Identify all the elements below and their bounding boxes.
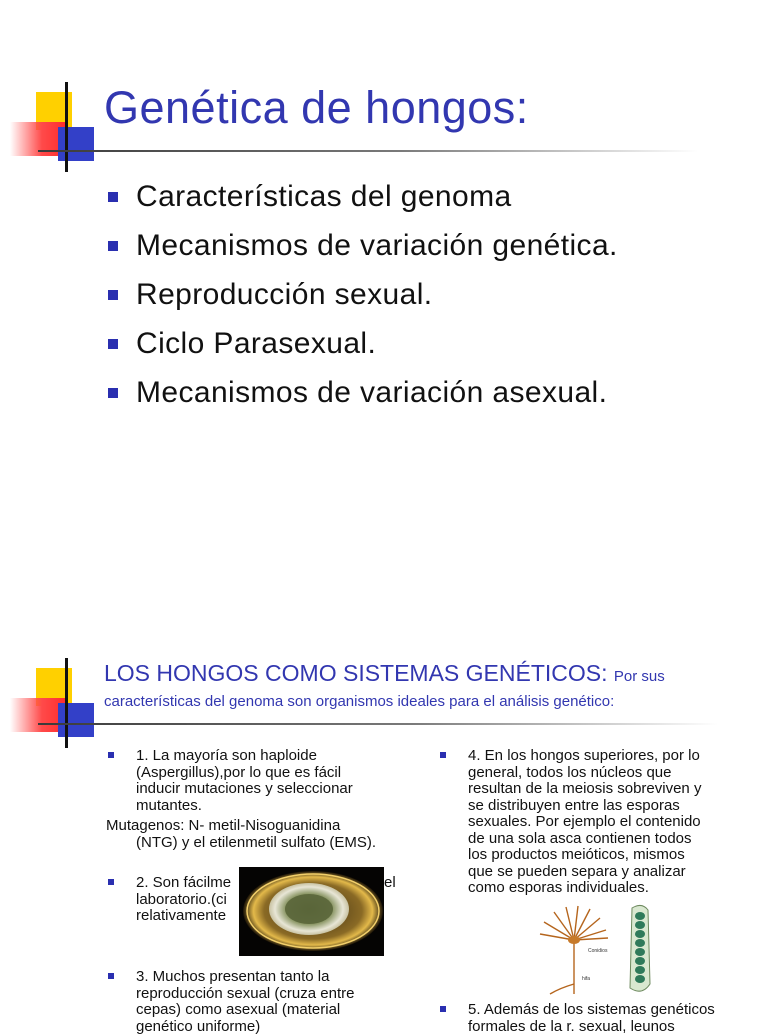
bullet-square-icon [108,339,118,349]
list-item: Características del genoma [108,172,618,221]
bullet-square-icon [108,388,118,398]
topic-list [108,172,618,417]
slide-title: Genética de hongos: [104,82,529,133]
slide-title: LOS HONGOS COMO SISTEMAS GENÉTICOS: Por sus [104,660,665,686]
slide-logo-decoration [10,82,110,172]
slide-subtitle: características del genoma son organismos ideales para el análisis genético: [104,693,615,710]
bullet-square-icon [108,879,114,885]
figure-label: hifa [582,976,591,982]
list-item-continuation: el [384,874,396,891]
title-underline [38,150,698,152]
bullet-square-icon [440,1006,446,1012]
list-item: 2. Son fácilme laboratorio.(ci relativamente [136,875,396,925]
bullet-square-icon [108,241,118,251]
list-item: Mecanismos de variación asexual. [108,368,618,417]
list-item: Ciclo Parasexual. [108,319,618,368]
figure-label: Conidios [588,948,608,954]
mutagens-note: Mutagenos: N- metil-Nisoguanidina (NTG) y el etilenmetil sulfato (EMS). [106,817,377,851]
list-item: Mecanismos de variación genética. [108,221,618,270]
petri-dish-photo [239,867,384,956]
list-item: 1. La mayoría son haploide (Aspergillus),por lo que es fácil inducir mutaciones y seleccionar mutantes. [136,748,416,814]
bullet-square-icon [108,752,114,758]
bullet-square-icon [108,973,114,979]
slide-logo-decoration [10,658,110,748]
list-item: Reproducción sexual. [108,270,618,319]
fungus-illustration [530,904,670,996]
title-underline [38,723,718,725]
list-item: 4. En los hongos superiores, por lo general, todos los núcleos que resultan de la meiosis sobreviven y se distribuyen entre las esporas sexuales. Por ejemplo el contenido de una sola asca contienen todos los productos meióticos, mismos que se pueden separa y analizar como esporas individuales. [468,748,758,897]
bullet-square-icon [108,192,118,202]
list-item: 3. Muchos presentan tanto la reproducción sexual (cruza entre cepas) como asexual (material genético uniforme) [136,969,416,1035]
bullet-square-icon [108,290,118,300]
list-item: 5. Además de los sistemas genéticos formales de la r. sexual, leunos [468,1002,758,1035]
bullet-square-icon [440,752,446,758]
